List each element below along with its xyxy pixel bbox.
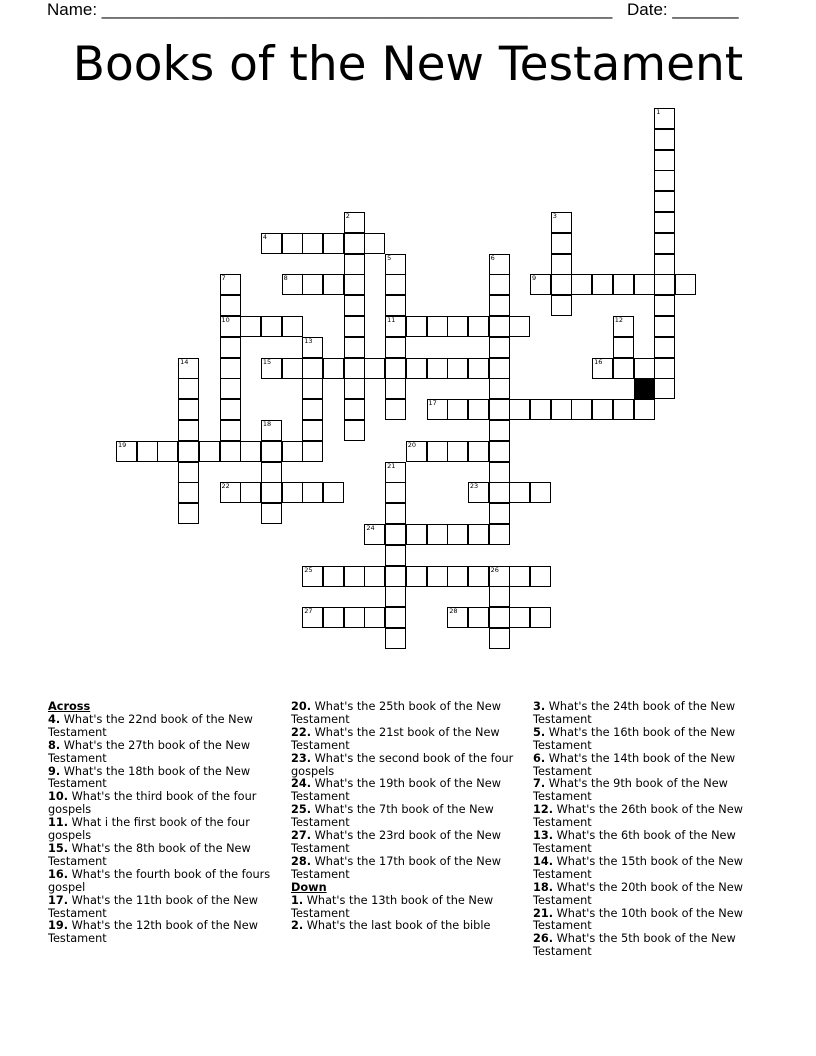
grid-cell[interactable]	[509, 566, 530, 587]
grid-cell[interactable]	[220, 316, 241, 337]
grid-cell[interactable]	[344, 378, 365, 399]
grid-cell[interactable]	[240, 316, 261, 337]
grid-cell[interactable]	[261, 462, 282, 483]
grid-cell[interactable]	[220, 274, 241, 295]
clue-number: 4	[262, 232, 268, 241]
clue-across-19: 19. What's the 12th book of the New Testament	[48, 919, 258, 946]
clue-number: 3	[552, 212, 557, 220]
clue-across-16: 16. What's the fourth book of the fours gospel	[48, 867, 271, 894]
clue-down-2: 2. What's the last book of the bible	[291, 919, 491, 933]
grid-cell[interactable]	[323, 566, 344, 587]
grid-cell[interactable]	[654, 358, 675, 379]
grid-cell[interactable]	[261, 358, 282, 379]
clue-number: 7	[221, 274, 226, 283]
clue-number: 6	[490, 253, 495, 262]
clue-number: 24	[366, 524, 375, 532]
grid-cell[interactable]	[654, 108, 675, 129]
clues-column-1	[48, 701, 280, 946]
grid-cell[interactable]	[385, 378, 406, 399]
clue-number: 11	[387, 316, 396, 324]
clue-number: 20	[407, 440, 417, 449]
grid-cell[interactable]	[385, 545, 406, 566]
clue-number: 23	[469, 482, 479, 491]
grid-cell[interactable]	[551, 212, 572, 233]
grid-cell[interactable]	[240, 441, 261, 462]
grid-cell[interactable]	[551, 274, 572, 295]
grid-cell[interactable]	[489, 316, 510, 337]
clues-column-2	[291, 701, 523, 933]
grid-cell[interactable]	[468, 316, 489, 337]
grid-cell[interactable]	[220, 420, 241, 441]
clue-down-1: 1. What's the 13th book of the New Testament	[291, 893, 494, 920]
grid-cell[interactable]	[364, 607, 385, 628]
grid-cell[interactable]	[323, 274, 344, 295]
clue-across-24: 24. What's the 19th book of the New Testament	[291, 777, 501, 804]
grid-cell[interactable]	[220, 482, 241, 503]
clue-across-20: 20. What's the 25th book of the New Testament	[291, 700, 501, 726]
grid-cell[interactable]	[220, 337, 241, 358]
grid-cell[interactable]	[323, 233, 344, 254]
grid-cell[interactable]	[447, 566, 468, 587]
grid-cell[interactable]	[220, 378, 241, 399]
clue-number: 10	[221, 316, 230, 324]
grid-cell[interactable]	[199, 441, 220, 462]
grid-cell[interactable]	[178, 420, 199, 441]
grid-cell[interactable]	[634, 399, 655, 420]
grid-cell[interactable]	[447, 316, 468, 337]
grid-cell[interactable]	[261, 233, 282, 254]
grid-cell[interactable]	[406, 524, 427, 545]
grid-cell[interactable]	[157, 441, 178, 462]
grid-cell[interactable]	[220, 358, 241, 379]
clue-number: 16	[594, 357, 603, 366]
across-heading: Across	[48, 700, 91, 713]
grid-cell[interactable]	[675, 274, 696, 295]
clue-across-4: 4. What's the 22nd book of the New Testament	[48, 712, 253, 739]
grid-cell[interactable]	[385, 524, 406, 545]
clue-number: 15	[262, 357, 272, 366]
grid-cell[interactable]	[302, 566, 323, 587]
grid-cell[interactable]	[654, 212, 675, 233]
grid-cell[interactable]	[509, 399, 530, 420]
grid-cell[interactable]	[364, 524, 385, 545]
clue-number: 2	[345, 212, 350, 220]
clue-number: 28	[449, 607, 458, 616]
grid-cell[interactable]	[406, 358, 427, 379]
grid-cell[interactable]	[302, 441, 323, 462]
grid-cell[interactable]	[282, 441, 303, 462]
clue-down-13: 13. What's the 6th book of the New Testament	[533, 829, 736, 855]
grid-cell[interactable]	[468, 607, 489, 628]
grid-cell[interactable]	[489, 462, 510, 483]
grid-cell[interactable]	[447, 441, 468, 462]
grid-cell[interactable]	[489, 586, 510, 607]
grid-cell[interactable]	[385, 566, 406, 587]
clue-number: 1	[656, 108, 661, 116]
grid-cell[interactable]	[385, 607, 406, 628]
clue-down-6: 6. What's the 14th book of the New Testament	[533, 751, 736, 778]
grid-cell[interactable]	[613, 358, 634, 379]
grid-cell[interactable]	[302, 420, 323, 441]
grid-cell[interactable]	[489, 378, 510, 399]
grid-cell[interactable]	[468, 441, 489, 462]
grid-cell[interactable]	[344, 399, 365, 420]
clue-down-5: 5. What's the 16th book of the New Testament	[533, 725, 736, 752]
clue-across-15: 15. What's the 8th book of the New Testament	[48, 841, 251, 868]
grid-cell[interactable]	[654, 129, 675, 150]
grid-cell[interactable]	[571, 399, 592, 420]
grid-cell[interactable]	[344, 274, 365, 295]
grid-cell[interactable]	[178, 441, 199, 462]
grid-cell[interactable]	[385, 482, 406, 503]
grid-cell[interactable]	[344, 566, 365, 587]
grid-cell[interactable]	[282, 274, 303, 295]
grid-cell[interactable]	[489, 295, 510, 316]
grid-cell[interactable]	[592, 399, 613, 420]
clue-number: 5	[387, 253, 392, 262]
grid-cell[interactable]	[385, 586, 406, 607]
grid-cell[interactable]	[323, 482, 344, 503]
grid-cell[interactable]	[178, 462, 199, 483]
grid-cell[interactable]	[282, 482, 303, 503]
grid-cell[interactable]	[509, 482, 530, 503]
grid-cell[interactable]	[261, 420, 282, 441]
grid-cell[interactable]	[654, 274, 675, 295]
grid-cell[interactable]	[654, 378, 675, 399]
grid-cell[interactable]	[634, 274, 655, 295]
grid-cell[interactable]	[385, 337, 406, 358]
clue-number: 19	[118, 440, 127, 449]
grid-cell[interactable]	[509, 316, 530, 337]
grid-cell[interactable]	[406, 441, 427, 462]
grid-cell[interactable]	[261, 503, 282, 524]
grid-cell[interactable]	[385, 503, 406, 524]
grid-cell[interactable]	[634, 358, 655, 379]
grid-cell[interactable]	[178, 399, 199, 420]
grid-cell[interactable]	[489, 482, 510, 503]
clue-number: 13	[304, 336, 313, 345]
grid-cell[interactable]	[468, 399, 489, 420]
grid-cell[interactable]	[654, 233, 675, 254]
grid-cell[interactable]	[364, 566, 385, 587]
grid-cell[interactable]	[344, 607, 365, 628]
grid-cell[interactable]	[220, 441, 241, 462]
grid-cell[interactable]	[530, 607, 551, 628]
grid-cell[interactable]	[654, 191, 675, 212]
page-title: Books of the New Testament	[72, 37, 744, 92]
clue-down-7: 7. What's the 9th book of the New Testament	[533, 777, 728, 804]
grid-cell[interactable]	[551, 233, 572, 254]
grid-cell[interactable]	[613, 399, 634, 420]
grid-cell[interactable]	[137, 441, 158, 462]
grid-cell[interactable]	[468, 482, 489, 503]
clue-number: 12	[614, 316, 624, 324]
grid-cell[interactable]	[344, 233, 365, 254]
grid-cell[interactable]	[323, 358, 344, 379]
grid-cell[interactable]	[571, 274, 592, 295]
grid-cell[interactable]	[654, 254, 675, 275]
grid-cell[interactable]	[220, 295, 241, 316]
grid-cell[interactable]	[427, 399, 448, 420]
grid-cell[interactable]	[282, 358, 303, 379]
clue-across-11: 11. What i the first book of the four gospels	[48, 816, 250, 843]
grid-cell[interactable]	[406, 566, 427, 587]
grid-cell[interactable]	[302, 399, 323, 420]
grid-cell[interactable]	[240, 482, 261, 503]
grid-cell[interactable]	[178, 378, 199, 399]
grid-cell[interactable]	[551, 295, 572, 316]
clue-number: 14	[180, 357, 189, 366]
grid-cell[interactable]	[344, 254, 365, 275]
grid-cell[interactable]	[116, 441, 137, 462]
grid-cell[interactable]	[509, 607, 530, 628]
grid-cell[interactable]	[178, 503, 199, 524]
grid-cell[interactable]	[302, 358, 323, 379]
grid-cell[interactable]	[427, 358, 448, 379]
grid-cell[interactable]	[385, 254, 406, 275]
clue-down-21: 21. What's the 10th book of the New Testament	[533, 906, 743, 933]
grid-cell[interactable]	[385, 295, 406, 316]
grid-cell[interactable]	[220, 399, 241, 420]
grid-cell[interactable]	[447, 607, 468, 628]
grid-cell[interactable]	[447, 358, 468, 379]
grid-cell[interactable]	[385, 628, 406, 649]
grid-cell[interactable]	[489, 399, 510, 420]
clue-across-8: 8. What's the 27th book of the New Testament	[48, 738, 251, 765]
clue-across-17: 17. What's the 11th book of the New Testament	[48, 893, 258, 920]
grid-cell[interactable]	[468, 358, 489, 379]
grid-cell[interactable]	[302, 337, 323, 358]
grid-cell[interactable]	[178, 482, 199, 503]
grid-cell[interactable]	[489, 358, 510, 379]
grid-cell[interactable]	[302, 378, 323, 399]
grid-cell[interactable]	[530, 399, 551, 420]
grid-cell[interactable]	[344, 358, 365, 379]
grid-black-cell	[634, 378, 655, 399]
grid-cell[interactable]	[427, 441, 448, 462]
clue-across-23: 23. What's the second book of the four gospels	[291, 751, 514, 778]
grid-cell[interactable]	[447, 524, 468, 545]
clue-across-27: 27. What's the 23rd book of the New Testament	[291, 829, 501, 855]
grid-cell[interactable]	[427, 566, 448, 587]
grid-cell[interactable]	[344, 212, 365, 233]
clue-down-3: 3. What's the 24th book of the New Testament	[533, 700, 736, 726]
grid-cell[interactable]	[654, 337, 675, 358]
grid-cell[interactable]	[427, 524, 448, 545]
grid-cell[interactable]	[468, 524, 489, 545]
grid-cell[interactable]	[385, 274, 406, 295]
grid-cell[interactable]	[654, 316, 675, 337]
grid-cell[interactable]	[364, 233, 385, 254]
clue-number: 18	[262, 420, 272, 428]
grid-cell[interactable]	[654, 150, 675, 171]
grid-cell[interactable]	[654, 295, 675, 316]
grid-cell[interactable]	[344, 295, 365, 316]
grid-cell[interactable]	[344, 316, 365, 337]
grid-cell[interactable]	[427, 316, 448, 337]
grid-cell[interactable]	[489, 337, 510, 358]
grid-cell[interactable]	[551, 399, 572, 420]
grid-cell[interactable]	[489, 420, 510, 441]
grid-cell[interactable]	[385, 358, 406, 379]
clue-across-25: 25. What's the 7th book of the New Testament	[291, 803, 494, 830]
clue-down-14: 14. What's the 15th book of the New Testament	[533, 854, 743, 881]
clue-number: 21	[387, 461, 396, 470]
clue-across-9: 9. What's the 18th book of the New Testament	[48, 764, 251, 791]
grid-cell[interactable]	[489, 503, 510, 524]
clue-down-12: 12. What's the 26th book of the New Testament	[533, 803, 743, 830]
clue-across-28: 28. What's the 17th book of the New Testament	[291, 854, 501, 881]
clue-number: 27	[304, 607, 313, 616]
date-field-label[interactable]: Date: _______	[627, 0, 739, 19]
clue-number: 22	[221, 482, 230, 491]
grid-cell[interactable]	[385, 462, 406, 483]
grid-cell[interactable]	[530, 274, 551, 295]
grid-cell[interactable]	[592, 274, 613, 295]
grid-cell[interactable]	[468, 566, 489, 587]
grid-cell[interactable]	[489, 566, 510, 587]
grid-cell[interactable]	[447, 399, 468, 420]
clues-column-3	[533, 701, 765, 959]
grid-cell[interactable]	[282, 233, 303, 254]
grid-cell[interactable]	[302, 233, 323, 254]
grid-cell[interactable]	[489, 628, 510, 649]
clue-number: 8	[283, 274, 288, 283]
grid-cell[interactable]	[489, 254, 510, 275]
grid-cell[interactable]	[178, 358, 199, 379]
grid-cell[interactable]	[282, 316, 303, 337]
grid-cell[interactable]	[654, 170, 675, 191]
grid-cell[interactable]	[323, 607, 344, 628]
grid-cell[interactable]	[344, 337, 365, 358]
grid-cell[interactable]	[592, 358, 613, 379]
grid-cell[interactable]	[364, 358, 385, 379]
grid-cell[interactable]	[302, 274, 323, 295]
clue-number: 25	[304, 565, 313, 574]
grid-cell[interactable]	[551, 254, 572, 275]
grid-cell[interactable]	[613, 316, 634, 337]
clue-across-10: 10. What's the third book of the four gospels	[48, 790, 257, 817]
clue-down-18: 18. What's the 20th book of the New Testament	[533, 880, 743, 907]
grid-cell[interactable]	[261, 482, 282, 503]
grid-cell[interactable]	[261, 316, 282, 337]
grid-cell[interactable]	[385, 399, 406, 420]
grid-cell[interactable]	[489, 441, 510, 462]
down-heading: Down	[291, 880, 327, 894]
grid-cell[interactable]	[530, 566, 551, 587]
grid-cell[interactable]	[261, 441, 282, 462]
grid-cell[interactable]	[530, 482, 551, 503]
clue-number: 9	[532, 274, 537, 283]
grid-cell[interactable]	[489, 607, 510, 628]
clue-number: 26	[490, 565, 499, 574]
grid-cell[interactable]	[489, 274, 510, 295]
clue-number: 17	[428, 399, 437, 408]
grid-cell[interactable]	[406, 316, 427, 337]
grid-cell[interactable]	[302, 607, 323, 628]
grid-cell[interactable]	[613, 274, 634, 295]
grid-cell[interactable]	[613, 337, 634, 358]
name-field-label[interactable]: Name: ______________________________________________________	[47, 0, 613, 19]
clue-down-26: 26. What's the 5th book of the New Testament	[533, 932, 736, 959]
grid-cell[interactable]	[344, 420, 365, 441]
clue-across-22: 22. What's the 21st book of the New Testament	[291, 725, 500, 752]
grid-cell[interactable]	[302, 482, 323, 503]
grid-cell[interactable]	[489, 524, 510, 545]
grid-cell[interactable]	[385, 316, 406, 337]
